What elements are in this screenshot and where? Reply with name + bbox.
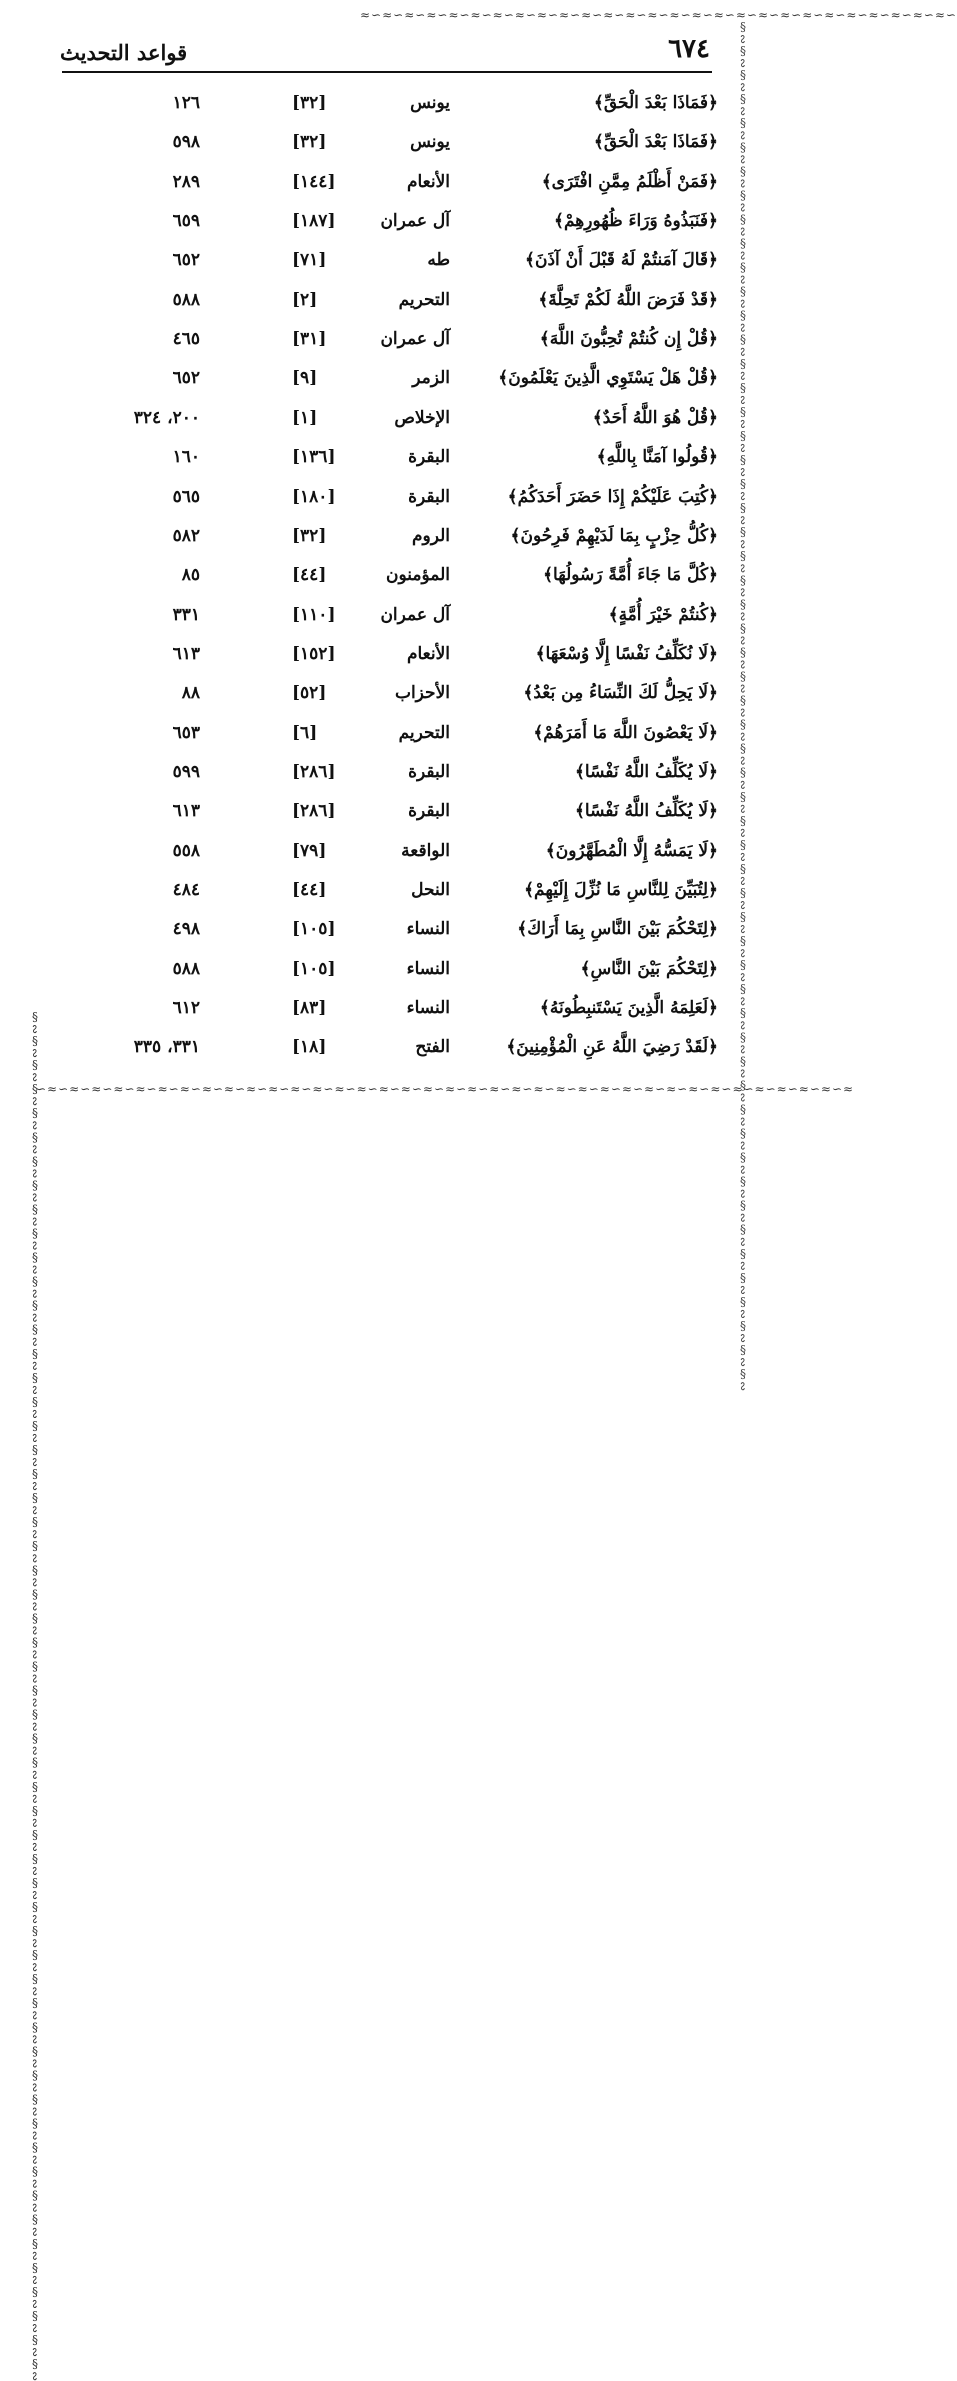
ayah-number: [١٤٤] — [292, 171, 336, 192]
index-row — [0, 560, 758, 599]
ayah-number: [٧٩] — [292, 840, 327, 861]
page-references: ٦٥٢ — [172, 250, 200, 271]
ayah-number: [٦] — [292, 722, 318, 743]
verse-text: ﴿لَا يَمَسُّهُ إِلَّا الْمُطَهَّرُونَ﴾ — [545, 840, 718, 861]
ayah-number: [٢٨٦] — [292, 761, 336, 782]
verse-text: ﴿قَالَ آمَنتُمْ لَهُ قَبْلَ أَنْ آذَنَ﴾ — [525, 250, 718, 271]
ayah-number: [٢٨٦] — [292, 801, 336, 822]
page-references: ٦٥٢ — [172, 368, 200, 389]
index-row — [0, 482, 758, 521]
page-references: ٦٥٣ — [172, 722, 200, 743]
index-row — [0, 363, 758, 402]
index-row — [0, 757, 758, 796]
index-row — [0, 914, 758, 953]
verse-text: ﴿قُولُوا آمَنَّا بِاللَّهِ﴾ — [596, 447, 718, 468]
index-row — [0, 678, 758, 717]
ayah-number: [١٥٢] — [292, 643, 336, 664]
page-references: ٥٥٨ — [172, 840, 200, 861]
surah-name: الفتح — [415, 1037, 450, 1058]
verse-text: ﴿فَمَاذَا بَعْدَ الْحَقِّ﴾ — [593, 132, 718, 153]
verse-text: ﴿كُنتُمْ خَيْرَ أُمَّةٍ﴾ — [608, 604, 718, 625]
page-references: ٦١٢ — [172, 998, 200, 1019]
running-header-title: قواعد التحديث — [60, 40, 188, 65]
ayah-number: [٣٢] — [292, 93, 327, 113]
surah-name: الروم — [411, 525, 450, 546]
page-references: ٢٨٩ — [172, 171, 200, 192]
surah-name: المؤمنون — [385, 565, 450, 586]
page-references: ٦١٣ — [172, 643, 200, 664]
ayah-number: [١٠٥] — [292, 919, 336, 940]
page-references: ٤٨٤ — [172, 880, 200, 900]
index-row — [0, 718, 758, 757]
page-references: ٥٨٨ — [172, 958, 200, 979]
page-number: ٦٧٤ — [668, 34, 710, 64]
ayah-number: [٤٤] — [292, 880, 327, 900]
surah-name: آل عمران — [380, 329, 450, 350]
index-row — [0, 836, 758, 875]
index-row — [0, 442, 758, 481]
ayah-number: [٣٢] — [292, 132, 327, 153]
surah-name: الزمر — [412, 368, 450, 389]
ayah-number: [١٨٠] — [292, 486, 336, 507]
surah-name: يونس — [410, 132, 450, 153]
verse-text: ﴿لِتَحْكُمَ بَيْنَ النَّاسِ بِمَا أَرَاكَ﴾ — [517, 919, 718, 940]
ayah-number: [٨٣] — [292, 998, 327, 1019]
verse-text: ﴿كُلُّ حِزْبٍ بِمَا لَدَيْهِمْ فَرِحُونَ﴾ — [510, 525, 718, 546]
ayah-number: [٢] — [292, 289, 318, 310]
page-references: ٥٩٩ — [172, 761, 200, 782]
surah-name: النساء — [406, 919, 450, 940]
page-references: ٣٣١ — [172, 604, 200, 625]
surah-name: البقرة — [408, 801, 450, 822]
surah-name: البقرة — [408, 761, 450, 782]
ayah-number: [٣٢] — [292, 525, 327, 546]
surah-name: البقرة — [408, 486, 450, 507]
surah-name: الإخلاص — [394, 407, 450, 428]
verse-text: ﴿لَا يُكَلِّفُ اللَّهُ نَفْسًا﴾ — [574, 761, 718, 782]
surah-name: يونس — [410, 93, 450, 113]
top-ornament-border: ≈∽≈∽≈∽≈∽≈∽≈∽≈∽≈∽≈∽≈∽≈∽≈∽≈∽≈∽≈∽≈∽≈∽≈∽≈∽≈∽≈∽≈∽≈∽≈∽≈∽≈∽≈∽ — [360, 8, 957, 22]
page-references: ٥٩٨ — [172, 132, 200, 153]
page-references: ٥٦٥ — [172, 486, 200, 507]
verse-text: ﴿لَا يُكَلِّفُ اللَّهُ نَفْسًا﴾ — [574, 801, 718, 822]
page-references: ٥٨٨ — [172, 289, 200, 310]
index-row — [0, 324, 758, 363]
bottom-ornament-border: ∽≈∽≈∽≈∽≈∽≈∽≈∽≈∽≈∽≈∽≈∽≈∽≈∽≈∽≈∽≈∽≈∽≈∽≈∽≈∽≈∽≈∽≈∽≈∽≈∽≈∽≈∽≈∽≈∽≈∽≈∽≈∽≈∽≈∽≈∽≈∽≈∽≈ — [36, 1082, 855, 1096]
page-references: ٢٠٠، ٣٢٤ — [133, 407, 200, 428]
ayah-number: [٧١] — [292, 250, 327, 271]
ayah-number: [١١٠] — [292, 604, 336, 625]
verse-text: ﴿لَقَدْ رَضِيَ اللَّهُ عَنِ الْمُؤْمِنِينَ﴾ — [506, 1037, 718, 1058]
page-references: ١٦٠ — [172, 447, 200, 468]
surah-name: الأحزاب — [394, 683, 450, 704]
index-row — [0, 954, 758, 993]
index-row — [0, 167, 758, 206]
index-row — [0, 993, 758, 1032]
surah-name: النحل — [411, 880, 450, 900]
index-row — [0, 245, 758, 284]
verse-text: ﴿لَعَلِمَهُ الَّذِينَ يَسْتَنبِطُونَهُ﴾ — [539, 998, 718, 1019]
surah-name: النساء — [406, 958, 450, 979]
ayah-number: [٣١] — [292, 329, 327, 350]
ayah-number: [٩] — [292, 368, 318, 389]
ayah-number: [١٨] — [292, 1037, 327, 1058]
surah-name: الواقعة — [401, 840, 450, 861]
verse-text: ﴿قَدْ فَرَضَ اللَّهُ لَكُمْ تَحِلَّةَ﴾ — [538, 289, 718, 310]
surah-name: طه — [427, 250, 450, 271]
ayah-number: [١٠٥] — [292, 958, 336, 979]
index-row — [0, 796, 758, 835]
verse-text: ﴿قُلْ إِن كُنتُمْ تُحِبُّونَ اللَّهَ﴾ — [539, 329, 718, 350]
ayah-number: [١٣٦] — [292, 447, 336, 468]
verse-text: ﴿فَنَبَذُوهُ وَرَاءَ ظُهُورِهِمْ﴾ — [554, 211, 718, 232]
index-row — [0, 206, 758, 245]
left-ornament-border: §∾§∾§∾§∾§∾§∾§∾§∾§∾§∾§∾§∾§∾§∾§∾§∾§∾§∾§∾§∾§∾§∾§∾§∾§∾§∾§∾§∾§∾§∾§∾§∾§∾§∾§∾§∾§∾§∾§∾§∾§∾§∾§∾§∾§∾§∾§∾§∾§∾§∾§∾§∾§∾§∾§∾§∾§∾ — [28, 1010, 42, 2381]
verse-text: ﴿فَمَنْ أَظْلَمُ مِمَّنِ افْتَرَى﴾ — [541, 171, 718, 192]
verse-text: ﴿كُلَّ مَا جَاءَ أُمَّةً رَسُولُهَا﴾ — [543, 565, 718, 586]
page-references: ٤٦٥ — [172, 329, 200, 350]
index-row — [0, 88, 758, 127]
page-references: ٤٩٨ — [172, 919, 200, 940]
verse-text: ﴿لَا يَحِلُّ لَكَ النِّسَاءُ مِن بَعْدُ﴾ — [523, 683, 718, 704]
index-row — [0, 1032, 758, 1071]
verse-text: ﴿قُلْ هُوَ اللَّهُ أَحَدٌ﴾ — [592, 407, 718, 428]
surah-name: التحريم — [398, 722, 450, 743]
index-row — [0, 403, 758, 442]
page-references: ٣٣١، ٣٣٥ — [133, 1037, 200, 1058]
ayah-number: [٤٤] — [292, 565, 327, 586]
verse-text: ﴿لَا نُكَلِّفُ نَفْسًا إِلَّا وُسْعَهَا﴾ — [535, 643, 718, 664]
surah-name: آل عمران — [380, 211, 450, 232]
index-row — [0, 639, 758, 678]
surah-name: النساء — [406, 998, 450, 1019]
ayah-number: [١٨٧] — [292, 211, 336, 232]
page-references: ٦١٣ — [172, 801, 200, 822]
index-row — [0, 285, 758, 324]
page-references: ٥٨٢ — [172, 525, 200, 546]
verse-text: ﴿فَمَاذَا بَعْدَ الْحَقِّ﴾ — [593, 93, 718, 113]
verse-text: ﴿لِتَحْكُمَ بَيْنَ النَّاسِ﴾ — [580, 958, 718, 979]
verse-text: ﴿لِتُبَيِّنَ لِلنَّاسِ مَا نُزِّلَ إِلَيْهِمْ﴾ — [524, 880, 718, 900]
index-row — [0, 875, 758, 914]
index-row — [0, 127, 758, 166]
page-references: ٦٥٩ — [172, 211, 200, 232]
index-row — [0, 600, 758, 639]
verse-text: ﴿قُلْ هَلْ يَسْتَوِي الَّذِينَ يَعْلَمُونَ﴾ — [498, 368, 718, 389]
surah-name: آل عمران — [380, 604, 450, 625]
ayah-number: [٥٢] — [292, 683, 327, 704]
surah-name: التحريم — [398, 289, 450, 310]
page-references: ٨٥ — [181, 565, 200, 586]
surah-name: الأنعام — [406, 171, 450, 192]
index-row — [0, 521, 758, 560]
right-ornament-border: §∾§∾§∾§∾§∾§∾§∾§∾§∾§∾§∾§∾§∾§∾§∾§∾§∾§∾§∾§∾§∾§∾§∾§∾§∾§∾§∾§∾§∾§∾§∾§∾§∾§∾§∾§∾§∾§∾§∾§∾§∾§∾§∾§∾§∾§∾§∾§∾§∾§∾§∾§∾§∾§∾§∾§∾§∾ — [736, 20, 750, 1392]
surah-name: الأنعام — [406, 643, 450, 664]
page-references: ١٢٦ — [172, 93, 200, 113]
verse-text: ﴿كُتِبَ عَلَيْكُمْ إِذَا حَضَرَ أَحَدَكُمُ﴾ — [507, 486, 718, 507]
page-references: ٨٨ — [181, 683, 200, 704]
verse-text: ﴿لَا يَعْصُونَ اللَّهَ مَا أَمَرَهُمْ﴾ — [533, 722, 718, 743]
surah-name: البقرة — [408, 447, 450, 468]
ayah-number: [١] — [292, 407, 318, 428]
